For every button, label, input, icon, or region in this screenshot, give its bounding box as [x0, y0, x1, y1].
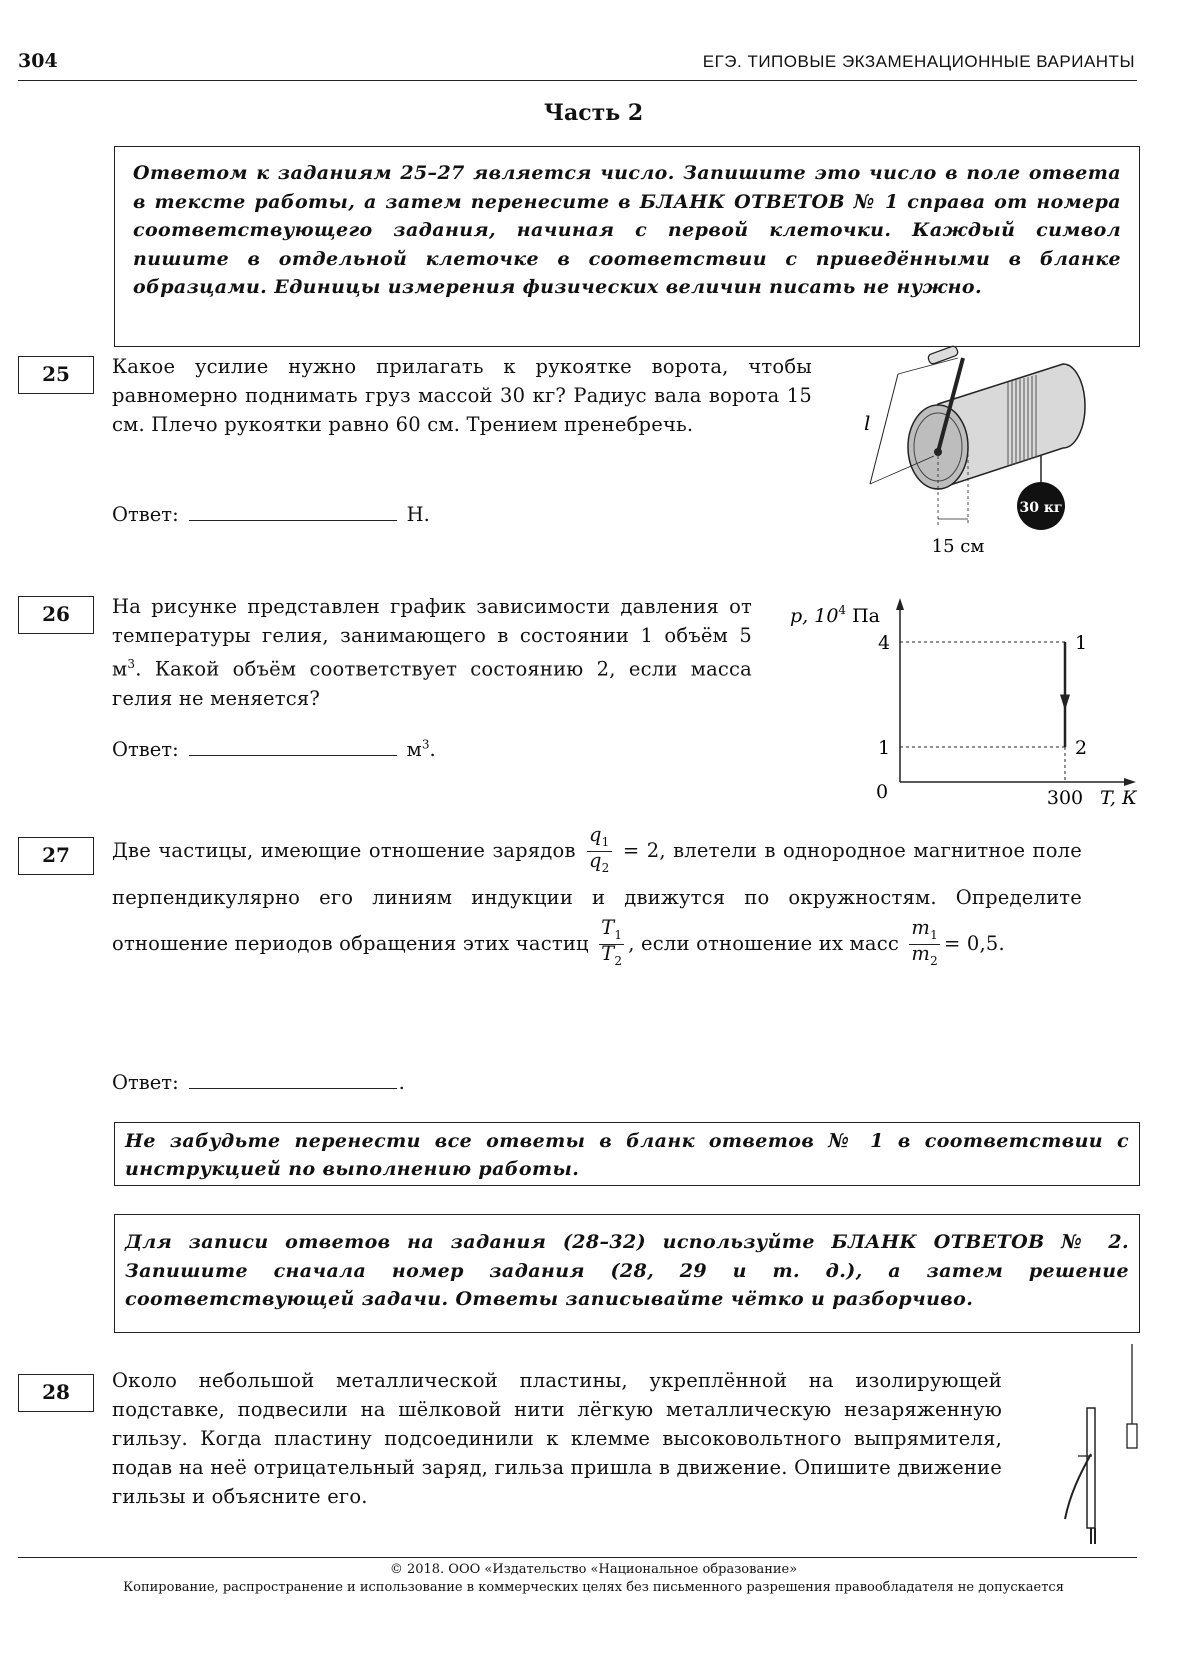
period-ratio: $\frac{T_1}{T_2}$ — [601, 915, 623, 968]
task25-text: Какое усилие нужно прилагать к рукоятке ворота, чтобы равномерно поднимать груз массой 30 кг? Радиус вала ворота 15 см. Плечо рукоятки равно 60 см. Трением пренебречь. — [112, 355, 812, 436]
footer-divider — [18, 1557, 1137, 1558]
y-tick-label: 1 — [878, 737, 891, 759]
pressure-temperature-graph — [790, 596, 1140, 826]
point-label-1: 1 — [1075, 632, 1088, 654]
task25-answer — [112, 500, 430, 526]
x-axis-arrow — [1124, 778, 1136, 786]
radius-label: 15 см — [931, 536, 985, 557]
answer-unit: $м^3$. — [406, 737, 436, 761]
x-tick-label: 300 — [1046, 787, 1084, 809]
task27-answer: Ответ: . — [112, 1068, 405, 1094]
part-title: Часть 2 — [543, 100, 644, 126]
l-extension-top — [898, 358, 958, 374]
page-number: 304 — [18, 50, 58, 72]
y-axis-arrow — [896, 598, 904, 610]
task-number-27: 27 — [18, 837, 94, 875]
task-number-26: 26 — [18, 596, 94, 634]
weight-label: 30 кг — [1019, 500, 1063, 516]
task26-answer — [112, 735, 436, 761]
process-arrow — [1060, 695, 1070, 711]
answer-unit: Н. — [406, 503, 430, 526]
footer-copyright: © 2018. ООО «Издательство «Национальное образование» — [389, 1562, 798, 1577]
task27-text: Две частицы, имеющие отношение зарядов $\frac{q_1}{q_2}$ = 2, влетели в однородное магнитное поле перпендикулярно его линиям индукции и движутся по окружностям. Определите отношение периодов обращения этих частиц $\frac{T_1}{T_2}$ , если отношение их масс $\frac{m_1}{m_2}$ = 0,5. — [112, 823, 1083, 968]
instruction-box-2: Не забудьте перенести все ответы в бланк ответов № 1 в соответствии с инструкцией по выполнению работы. — [114, 1122, 1140, 1186]
origin-label: 0 — [876, 781, 889, 803]
task-number-25: 25 — [18, 356, 94, 394]
y-tick-label: 4 — [878, 632, 891, 654]
metal-sleeve — [1127, 1424, 1137, 1448]
x-axis-label: T, К — [1100, 787, 1137, 809]
answer-field[interactable] — [189, 1068, 397, 1089]
task28-text: Около небольшой металлической пластины, укреплённой на изолирующей подставке, подвесили на шёлковой нити лёгкую металлическую незаряженную гильзу. Когда пластину подсоединили к клемме высоковольтного выпрямителя, подав на неё отрицательный заряд, гильза пришла в движение. Опишите движение гильзы и объясните его. — [112, 1369, 1002, 1508]
l-dimension-line — [870, 374, 898, 484]
answer-field[interactable] — [189, 500, 397, 521]
y-axis-label: p, $10^4$ Па — [790, 603, 880, 627]
windlass-figure — [858, 344, 1088, 564]
metal-plate — [1087, 1408, 1095, 1528]
charge-ratio: $\frac{q_1}{q_2}$ — [588, 823, 610, 875]
answer-label: Ответ: — [112, 1071, 179, 1094]
instruction-box-1: Ответом к заданиям 25–27 является число. Запишите это число в поле ответа в тексте работы, а затем перенесите в БЛАНК ОТВЕТОВ № 1 справа от номера соответствующего задания, начиная с первой клеточки. Каждый символ пишите в отдельной клеточке в соответствии с приведёнными в бланке образцами. Единицы измерения физических величин писать не нужно. — [114, 146, 1140, 347]
answer-field[interactable] — [189, 735, 397, 756]
point-label-2: 2 — [1075, 737, 1088, 759]
answer-label: Ответ: — [112, 503, 179, 526]
label-l: l — [864, 411, 871, 435]
plate-sleeve-figure — [1040, 1344, 1140, 1544]
header-divider — [18, 80, 1137, 81]
running-title: ЕГЭ. ТИПОВЫЕ ЭКЗАМЕНАЦИОННЫЕ ВАРИАНТЫ — [702, 52, 1135, 71]
mass-ratio: $\frac{m_1}{m_2}$ — [911, 915, 938, 968]
footer-notice: Копирование, распространение и использование в коммерческих целях без письменного разрешения правообладателя не допускается — [123, 1580, 1064, 1595]
task-number-28: 28 — [18, 1374, 94, 1412]
task26-text: На рисунке представлен график зависимости давления от температуры гелия, занимающего в состоянии 1 объём 5 $м^3$. Какой объём соответствует состоянию 2, если масса гелия не меняется? — [112, 595, 752, 710]
answer-label: Ответ: — [112, 738, 179, 761]
instruction-box-3: Для записи ответов на задания (28–32) используйте БЛАНК ОТВЕТОВ № 2. Запишите сначала номер задания (28, 29 и т. д.), а затем решение соответствующей задачи. Ответы записывайте чётко и разборчиво. — [114, 1214, 1140, 1333]
